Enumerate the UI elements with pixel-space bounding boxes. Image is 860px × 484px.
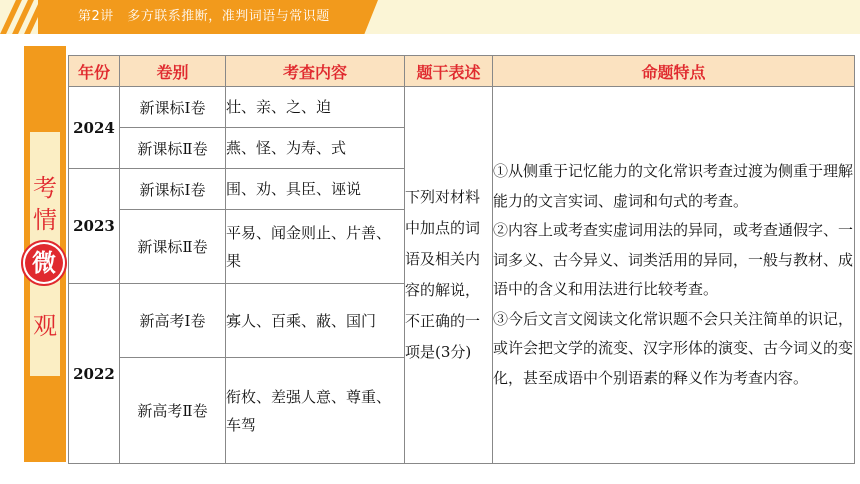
header-year: 年份 <box>69 56 120 87</box>
content-cell: 寡人、百乘、蔽、国门 <box>226 284 405 358</box>
paper-cell: 新课标Ⅰ卷 <box>120 87 226 128</box>
table-row <box>69 87 855 128</box>
header-content: 考查内容 <box>226 56 405 87</box>
year-cell: 2024 <box>69 87 120 169</box>
year-cell: 2022 <box>69 284 120 464</box>
paper-cell: 新高考Ⅰ卷 <box>120 284 226 358</box>
content-cell: 围、劝、具臣、诬说 <box>226 169 405 210</box>
table-header-row <box>69 56 855 87</box>
paper-cell: 新课标Ⅱ卷 <box>120 128 226 169</box>
sidebar-char-qing: 情 <box>33 206 57 234</box>
year-cell: 2023 <box>69 169 120 284</box>
features-cell <box>493 87 855 464</box>
lecture-title: 第2讲 多方联系推断，准判词语与常识题 <box>78 9 330 24</box>
sidebar-char-kao: 考 <box>33 174 57 202</box>
header-features: 命题特点 <box>493 56 855 87</box>
paper-cell: 新课标Ⅰ卷 <box>120 169 226 210</box>
stem-cell: 下列对材料中加点的词语及相关内容的解说，不正确的一项是(3分) <box>405 87 493 464</box>
content-cell: 燕、怪、为寿、式 <box>226 128 405 169</box>
header-paper: 卷别 <box>120 56 226 87</box>
header-decoration <box>0 0 44 34</box>
content-cell: 壮、亲、之、迫 <box>226 87 405 128</box>
paper-cell: 新高考Ⅱ卷 <box>120 358 226 464</box>
header-bar <box>0 0 860 34</box>
header-stem: 题干表述 <box>405 56 493 87</box>
wei-badge: 微 <box>25 244 63 282</box>
feature-point-1: ①从侧重于记忆能力的文化常识考查过渡为侧重于理解能力的文言实词、虚词和句式的考查。 <box>493 162 854 210</box>
exam-analysis-table <box>68 55 855 464</box>
sidebar-char-guan: 观 <box>33 312 57 340</box>
feature-point-2: ②内容上或考查实虚词用法的异同，或考查通假字、一词多义、古今异义、词类活用的异同，一般与教材、成语中的含义和用法进行比较考查。 <box>493 221 854 298</box>
content-cell: 平易、闻金则止、片善、果 <box>226 210 405 284</box>
paper-cell: 新课标Ⅱ卷 <box>120 210 226 284</box>
feature-point-3: ③今后文言文阅读文化常识题不会只关注简单的识记，或许会把文学的流变、汉字形体的演变、古今词义的变化，甚至成语中个别语素的释义作为考查内容。 <box>493 309 854 387</box>
content-cell: 衔枚、差强人意、尊重、车驾 <box>226 358 405 464</box>
